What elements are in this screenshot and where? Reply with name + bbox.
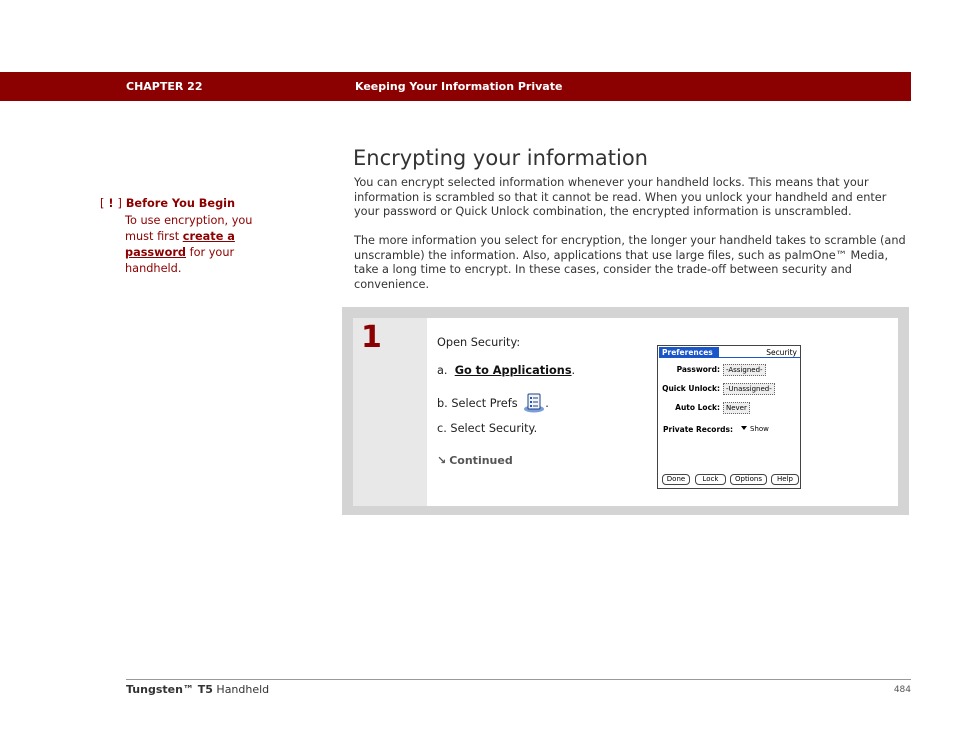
password-value: -Assigned- bbox=[723, 364, 766, 376]
lock-button-illustration: Lock bbox=[695, 474, 726, 485]
preferences-tab: Preferences bbox=[659, 347, 719, 358]
before-you-begin-sidebar bbox=[100, 197, 270, 277]
security-app-title: Security bbox=[766, 348, 797, 357]
bracket-close: ] bbox=[117, 197, 122, 210]
sidebar-heading: Before You Begin bbox=[125, 197, 236, 210]
step-a-suffix: . bbox=[571, 364, 576, 377]
private-records-value: Show bbox=[750, 425, 769, 433]
exclamation-icon: ! bbox=[108, 197, 114, 210]
step-number-column bbox=[353, 318, 427, 506]
page-number: 484 bbox=[893, 685, 911, 695]
step-content bbox=[427, 318, 898, 506]
chapter-label: CHAPTER 22 bbox=[126, 80, 203, 93]
help-button-illustration: Help bbox=[771, 474, 799, 485]
bracket-open: [ bbox=[100, 197, 105, 210]
go-to-applications-link[interactable]: Go to Applications bbox=[454, 364, 572, 377]
security-screen-illustration bbox=[657, 345, 801, 489]
footer-divider bbox=[126, 679, 911, 680]
section-title: Encrypting your information bbox=[353, 146, 648, 170]
continued-arrow-icon: ↘ bbox=[437, 454, 447, 467]
chapter-title: Keeping Your Information Private bbox=[355, 80, 563, 93]
auto-lock-label: Auto Lock: bbox=[675, 403, 720, 412]
sidebar-body bbox=[125, 213, 265, 277]
chapter-header-bar bbox=[0, 72, 911, 101]
step-b bbox=[437, 393, 549, 413]
continued-link[interactable] bbox=[437, 454, 513, 467]
intro-paragraph: You can encrypt selected information whenever your handheld locks. This means that your information is scrambled so that it cannot be read. When you unlock your handheld and enter your password or Quick Unlock combination, the encrypted information is unscrambled. bbox=[354, 176, 887, 218]
step-box bbox=[342, 307, 909, 515]
sidebar-heading-row bbox=[100, 197, 270, 210]
sidebar-text-before: To use encryption, you must first bbox=[125, 214, 253, 243]
quick-unlock-value: -Unassigned- bbox=[723, 383, 775, 395]
sidebar-text-after: for your handheld. bbox=[125, 246, 235, 275]
footer-product-name: Tungsten™ T5 bbox=[126, 683, 213, 696]
footer-product bbox=[126, 683, 269, 696]
step-b-text: b. Select Prefs bbox=[437, 397, 518, 410]
private-records-picker bbox=[741, 425, 769, 433]
screen-button-row bbox=[660, 474, 800, 486]
step-number: 1 bbox=[361, 320, 382, 355]
picker-triangle-icon bbox=[741, 426, 747, 430]
options-button-illustration: Options bbox=[730, 474, 767, 485]
step-intro: Open Security: bbox=[437, 336, 521, 349]
step-a-prefix: a. bbox=[437, 364, 448, 377]
step-c: c. Select Security. bbox=[437, 422, 538, 435]
footer-product-suffix: Handheld bbox=[212, 683, 270, 696]
private-records-label: Private Records: bbox=[663, 425, 733, 434]
quick-unlock-label: Quick Unlock: bbox=[662, 384, 720, 393]
step-a bbox=[437, 364, 575, 377]
done-button-illustration: Done bbox=[662, 474, 690, 485]
step-b-suffix: . bbox=[545, 397, 549, 410]
continued-label: Continued bbox=[449, 454, 513, 467]
auto-lock-value: Never bbox=[723, 402, 750, 414]
create-password-link[interactable]: create a password bbox=[125, 230, 235, 259]
tradeoff-paragraph: The more information you select for encryption, the longer your handheld takes to scramble (and unscramble) the information. Also, applications that use large files, such as palmOne™ Media, take a long time to encrypt. In these cases, consider the trade-off between security and convenience. bbox=[354, 234, 906, 291]
password-label: Password: bbox=[676, 365, 720, 374]
prefs-app-icon bbox=[523, 393, 545, 413]
